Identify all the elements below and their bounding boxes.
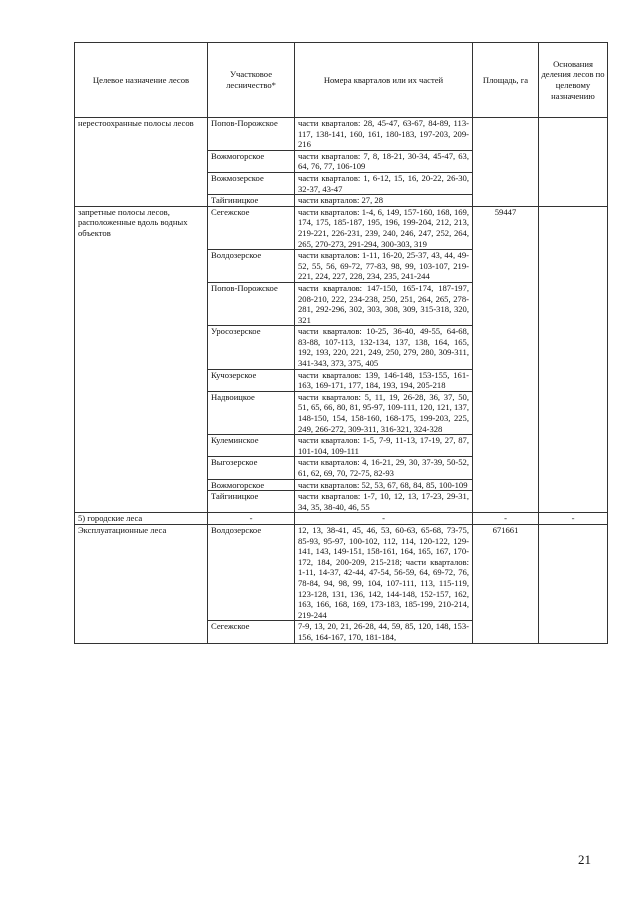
forestry-name: Волдозерское (208, 250, 295, 283)
forestry-name: Уросозерское (208, 326, 295, 369)
quarter-numbers: части кварталов: 1, 6-12, 15, 16, 20-22, 26-30, 32-37, 43-47 (295, 172, 473, 194)
basis-cell-empty (539, 206, 608, 513)
category-urban-forests: 5) городские леса (75, 513, 208, 525)
forestry-name: Попов-Порожское (208, 118, 295, 151)
forestry-name: Вожмозерское (208, 172, 295, 194)
table-row (75, 118, 608, 151)
forest-purpose-table (74, 42, 608, 644)
forestry-name: Тайгиницкое (208, 195, 295, 207)
area-value: 671661 (473, 524, 539, 643)
table-row (75, 206, 608, 249)
area-cell-empty (473, 118, 539, 207)
dash-cell: - (208, 513, 295, 525)
forestry-name: Выгозерское (208, 457, 295, 479)
category-exploitation-forests: Эксплуатационные леса (75, 524, 208, 643)
quarter-numbers: части кварталов: 1-4, 6, 149, 157-160, 168, 169, 174, 175, 185-187, 195, 196, 199-204, 212, 213, 219-221, 226-231, 239, 240, 246, 247, 252, 264, 265, 270-273, 291-294, 300-303, 319 (295, 206, 473, 249)
quarter-numbers: части кварталов: 10-25, 36-40, 49-55, 64-68, 83-88, 107-113, 132-134, 137, 138, 164, 165, 192, 193, 220, 221, 249, 250, 279, 280, 309-311, 341-343, 373, 375, 405 (295, 326, 473, 369)
header-forestry: Участковое лесничество* (208, 43, 295, 118)
quarter-numbers: части кварталов: 1-5, 7-9, 11-13, 17-19, 27, 87, 101-104, 109-111 (295, 435, 473, 457)
forestry-name: Кулеминское (208, 435, 295, 457)
quarter-numbers: части кварталов: 147-150, 165-174, 187-197, 208-210, 222, 234-238, 250, 251, 264, 265, 278-281, 292-296, 302, 303, 308, 309, 315-318, 320, 321 (295, 282, 473, 325)
forestry-name: Вожмогорское (208, 150, 295, 172)
category-prohibited-belts: запретные полосы лесов, расположенные вдоль водных объектов (75, 206, 208, 513)
quarter-numbers: части кварталов: 1-7, 10, 12, 13, 17-23, 29-31, 34, 35, 38-40, 46, 55 (295, 491, 473, 513)
basis-cell-empty (539, 118, 608, 207)
header-purpose: Целевое назначение лесов (75, 43, 208, 118)
quarter-numbers: части кварталов: 7, 8, 18-21, 30-34, 45-47, 63, 64, 76, 77, 106-109 (295, 150, 473, 172)
header-area: Площадь, га (473, 43, 539, 118)
area-value: 59447 (473, 206, 539, 513)
forestry-name: Волдозерское (208, 524, 295, 620)
quarter-numbers: части кварталов: 5, 11, 19, 26-28, 36, 37, 50, 51, 65, 66, 80, 81, 95-97, 109-111, 120, 121, 137, 148-150, 154, 158-160, 168-175, 199-203, 225, 249, 266-272, 309-311, 316-321, 324-328 (295, 391, 473, 434)
table-header-row (75, 43, 608, 118)
header-basis: Основания деления лесов по целевому назначению (539, 43, 608, 118)
category-spawning-belts: нерестоохранные полосы лесов (75, 118, 208, 207)
page-number: 21 (578, 852, 591, 867)
forestry-name: Тайгиницкое (208, 491, 295, 513)
urban-forests-row (75, 513, 608, 525)
forestry-name: Кучозерское (208, 369, 295, 391)
dash-cell: - (295, 513, 473, 525)
forestry-name: Вожмогорское (208, 479, 295, 491)
quarter-numbers: части кварталов: 52, 53, 67, 68, 84, 85, 100-109 (295, 479, 473, 491)
forestry-name: Надвоицкое (208, 391, 295, 434)
quarter-numbers: части кварталов: 28, 45-47, 63-67, 84-89, 113-117, 138-141, 160, 161, 180-183, 197-203, 209-216 (295, 118, 473, 151)
quarter-numbers: 7-9, 13, 20, 21, 26-28, 44, 59, 85, 120, 148, 153-156, 164-167, 170, 181-184, (295, 621, 473, 643)
quarter-numbers: части кварталов: 139, 146-148, 153-155, 161-163, 169-171, 177, 184, 193, 194, 205-218 (295, 369, 473, 391)
quarter-numbers: 12, 13, 38-41, 45, 46, 53, 60-63, 65-68, 73-75, 85-93, 95-97, 100-102, 112, 114, 120-122, 129-141, 143, 149-151, 158-161, 164, 165, 167, 170-172, 184, 200-209, 215-218; части кварталов: 1-11, 14-37, 42-44, 47-54, 56-59, 64, 69-72, 76, 78-84, 94, 98, 99, 104, 107-111, 113, 115-119, 123-128, 131, 136, 142, 144-148, 152-157, 162, 163, 166, 168, 169, 173-183, 185-199, 210-214, 219-244 (295, 524, 473, 620)
basis-cell-empty (539, 524, 608, 643)
forestry-name: Сегежское (208, 621, 295, 643)
quarter-numbers: части кварталов: 4, 16-21, 29, 30, 37-39, 50-52, 61, 62, 69, 70, 72-75, 82-93 (295, 457, 473, 479)
header-quarters: Номера кварталов или их частей (295, 43, 473, 118)
dash-cell: - (539, 513, 608, 525)
forestry-name: Попов-Порожское (208, 282, 295, 325)
dash-cell: - (473, 513, 539, 525)
table-row (75, 524, 608, 620)
quarter-numbers: части кварталов: 1-11, 16-20, 25-37, 43, 44, 49-52, 55, 56, 69-72, 77-83, 98, 99, 103-107, 219-221, 224, 227, 228, 234, 235, 241-244 (295, 250, 473, 283)
forestry-name: Сегежское (208, 206, 295, 249)
quarter-numbers: части кварталов: 27, 28 (295, 195, 473, 207)
